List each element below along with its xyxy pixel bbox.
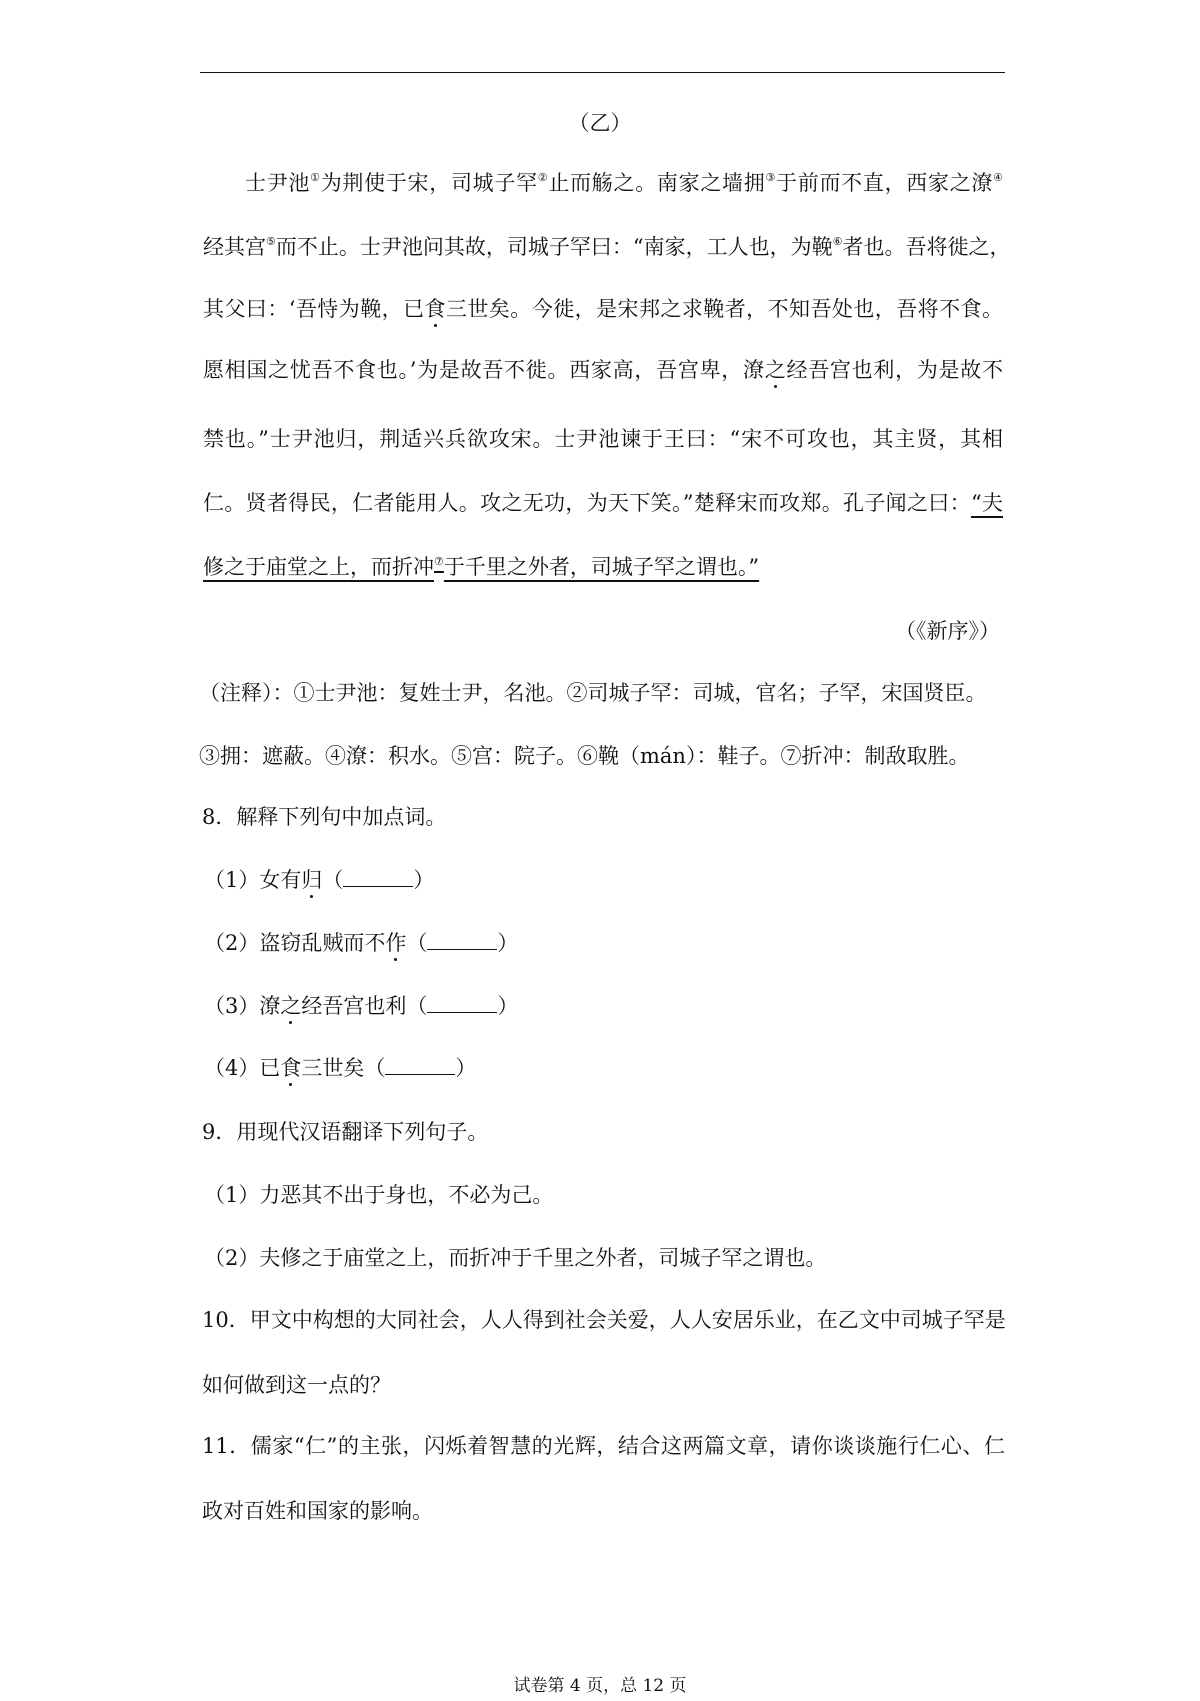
question-11-line: 政对百姓和国家的影响。	[202, 1499, 433, 1523]
passage-text: 其父曰：‘吾恃为鞔，已	[203, 297, 425, 321]
question-8-item: （1）女有归（ ）	[204, 868, 435, 892]
passage-text: 愿相国之忧吾不食也。’为是故吾不徙。西家高，吾宫卑，潦	[203, 358, 765, 382]
footnote-marker: ⑦	[434, 555, 444, 568]
passage-text: 修之于庙堂之上，而折冲	[203, 555, 434, 579]
answer-blank[interactable]	[427, 931, 497, 950]
question-9-item: （1）力恶其不出于身也，不必为己。	[204, 1183, 554, 1207]
answer-blank[interactable]	[427, 994, 497, 1013]
passage-line	[203, 294, 1003, 324]
note-line: ③拥：遮蔽。④潦：积水。⑤宫：院子。⑥鞔（mán）：鞋子。⑦折冲：制敌取胜。	[199, 744, 970, 768]
note-line: （注释）：①士尹池：复姓士尹，名池。②司城子罕：司城，官名；子罕，宋国贤臣。	[199, 681, 987, 705]
footnote-marker: ⑤	[266, 235, 276, 248]
passage-line	[203, 552, 1003, 582]
passage-line	[203, 488, 1003, 518]
dotted-word: 食	[280, 1056, 302, 1080]
page-footer: 试卷第 4 页，总 12 页	[513, 1676, 687, 1696]
question-9-stem: 9．用现代汉语翻译下列句子。	[202, 1120, 489, 1144]
footnote-marker: ④	[993, 171, 1004, 184]
answer-blank[interactable]	[343, 868, 413, 887]
question-8-item: （4）已食三世矣（ ）	[204, 1056, 477, 1080]
answer-blank[interactable]	[385, 1056, 455, 1075]
passage-text: 而不止。士尹池问其故，司城子罕曰：“南家，工人也，为鞔	[275, 235, 833, 259]
passage-text: 三世矣。今徙，是宋邦之求鞔者，不知吾处也，吾将不食。	[445, 297, 1004, 321]
passage-text: 仁。贤者得民，仁者能用人。攻之无功，为天下笑。”楚释宋而攻郑。孔子闻之曰：	[203, 491, 971, 515]
dotted-word: 作	[385, 931, 407, 955]
question-11-line: 11．儒家“仁”的主张，闪烁着智慧的光辉，结合这两篇文章，请你谈谈施行仁心、仁	[202, 1434, 1005, 1458]
question-10-line: 10．甲文中构想的大同社会，人人得到社会关爱，人人安居乐业，在乙文中司城子罕是	[202, 1308, 1006, 1332]
footnote-marker: ⑥	[832, 235, 843, 248]
passage-line	[245, 168, 1003, 198]
passage-text: 止而觞之。南家之墙拥	[548, 171, 766, 195]
passage-text: 者也。吾将徙之，	[842, 235, 1011, 259]
passage-line	[203, 424, 1003, 454]
footnote-marker: ①	[310, 171, 321, 184]
question-8-item: （2）盗窃乱贼而不作（ ）	[204, 931, 519, 955]
passage-line	[203, 355, 1003, 385]
passage-line	[203, 232, 1011, 262]
dotted-word: 归	[301, 868, 323, 892]
question-10-line: 如何做到这一点的？	[202, 1373, 391, 1397]
dotted-word: 之	[280, 994, 302, 1018]
passage-text: 经吾宫也利，为是故不	[786, 358, 1004, 382]
dotted-word: 食	[424, 297, 446, 321]
question-9-item: （2）夫修之于庙堂之上，而折冲于千里之外者，司城子罕之谓也。	[204, 1246, 827, 1270]
question-8-stem: 8．解释下列句中加点词。	[202, 805, 447, 829]
question-8-item: （3）潦之经吾宫也利（ ）	[204, 994, 519, 1018]
footnote-marker: ③	[765, 171, 777, 184]
passage-source: （《新序》）	[895, 619, 1000, 643]
passage-text: 士尹池	[245, 171, 311, 195]
passage-text: 为荆使于宋，司城子罕	[320, 171, 538, 195]
dotted-word: 之	[764, 358, 787, 382]
passage-text: “夫	[970, 491, 1003, 515]
section-title: （乙）	[568, 111, 632, 135]
passage-text: 禁也。”士尹池归，荆适兴兵欲攻宋。士尹池谏于王曰：“宋不可攻也，其主贤，其相	[203, 427, 1003, 451]
passage-text: 于前而不直，西家之潦	[776, 171, 994, 195]
footnote-marker: ②	[537, 171, 549, 184]
passage-text: 经其宫	[203, 235, 266, 259]
passage-text: 于千里之外者，司城子罕之谓也。”	[443, 555, 760, 579]
top-rule	[200, 72, 1005, 73]
